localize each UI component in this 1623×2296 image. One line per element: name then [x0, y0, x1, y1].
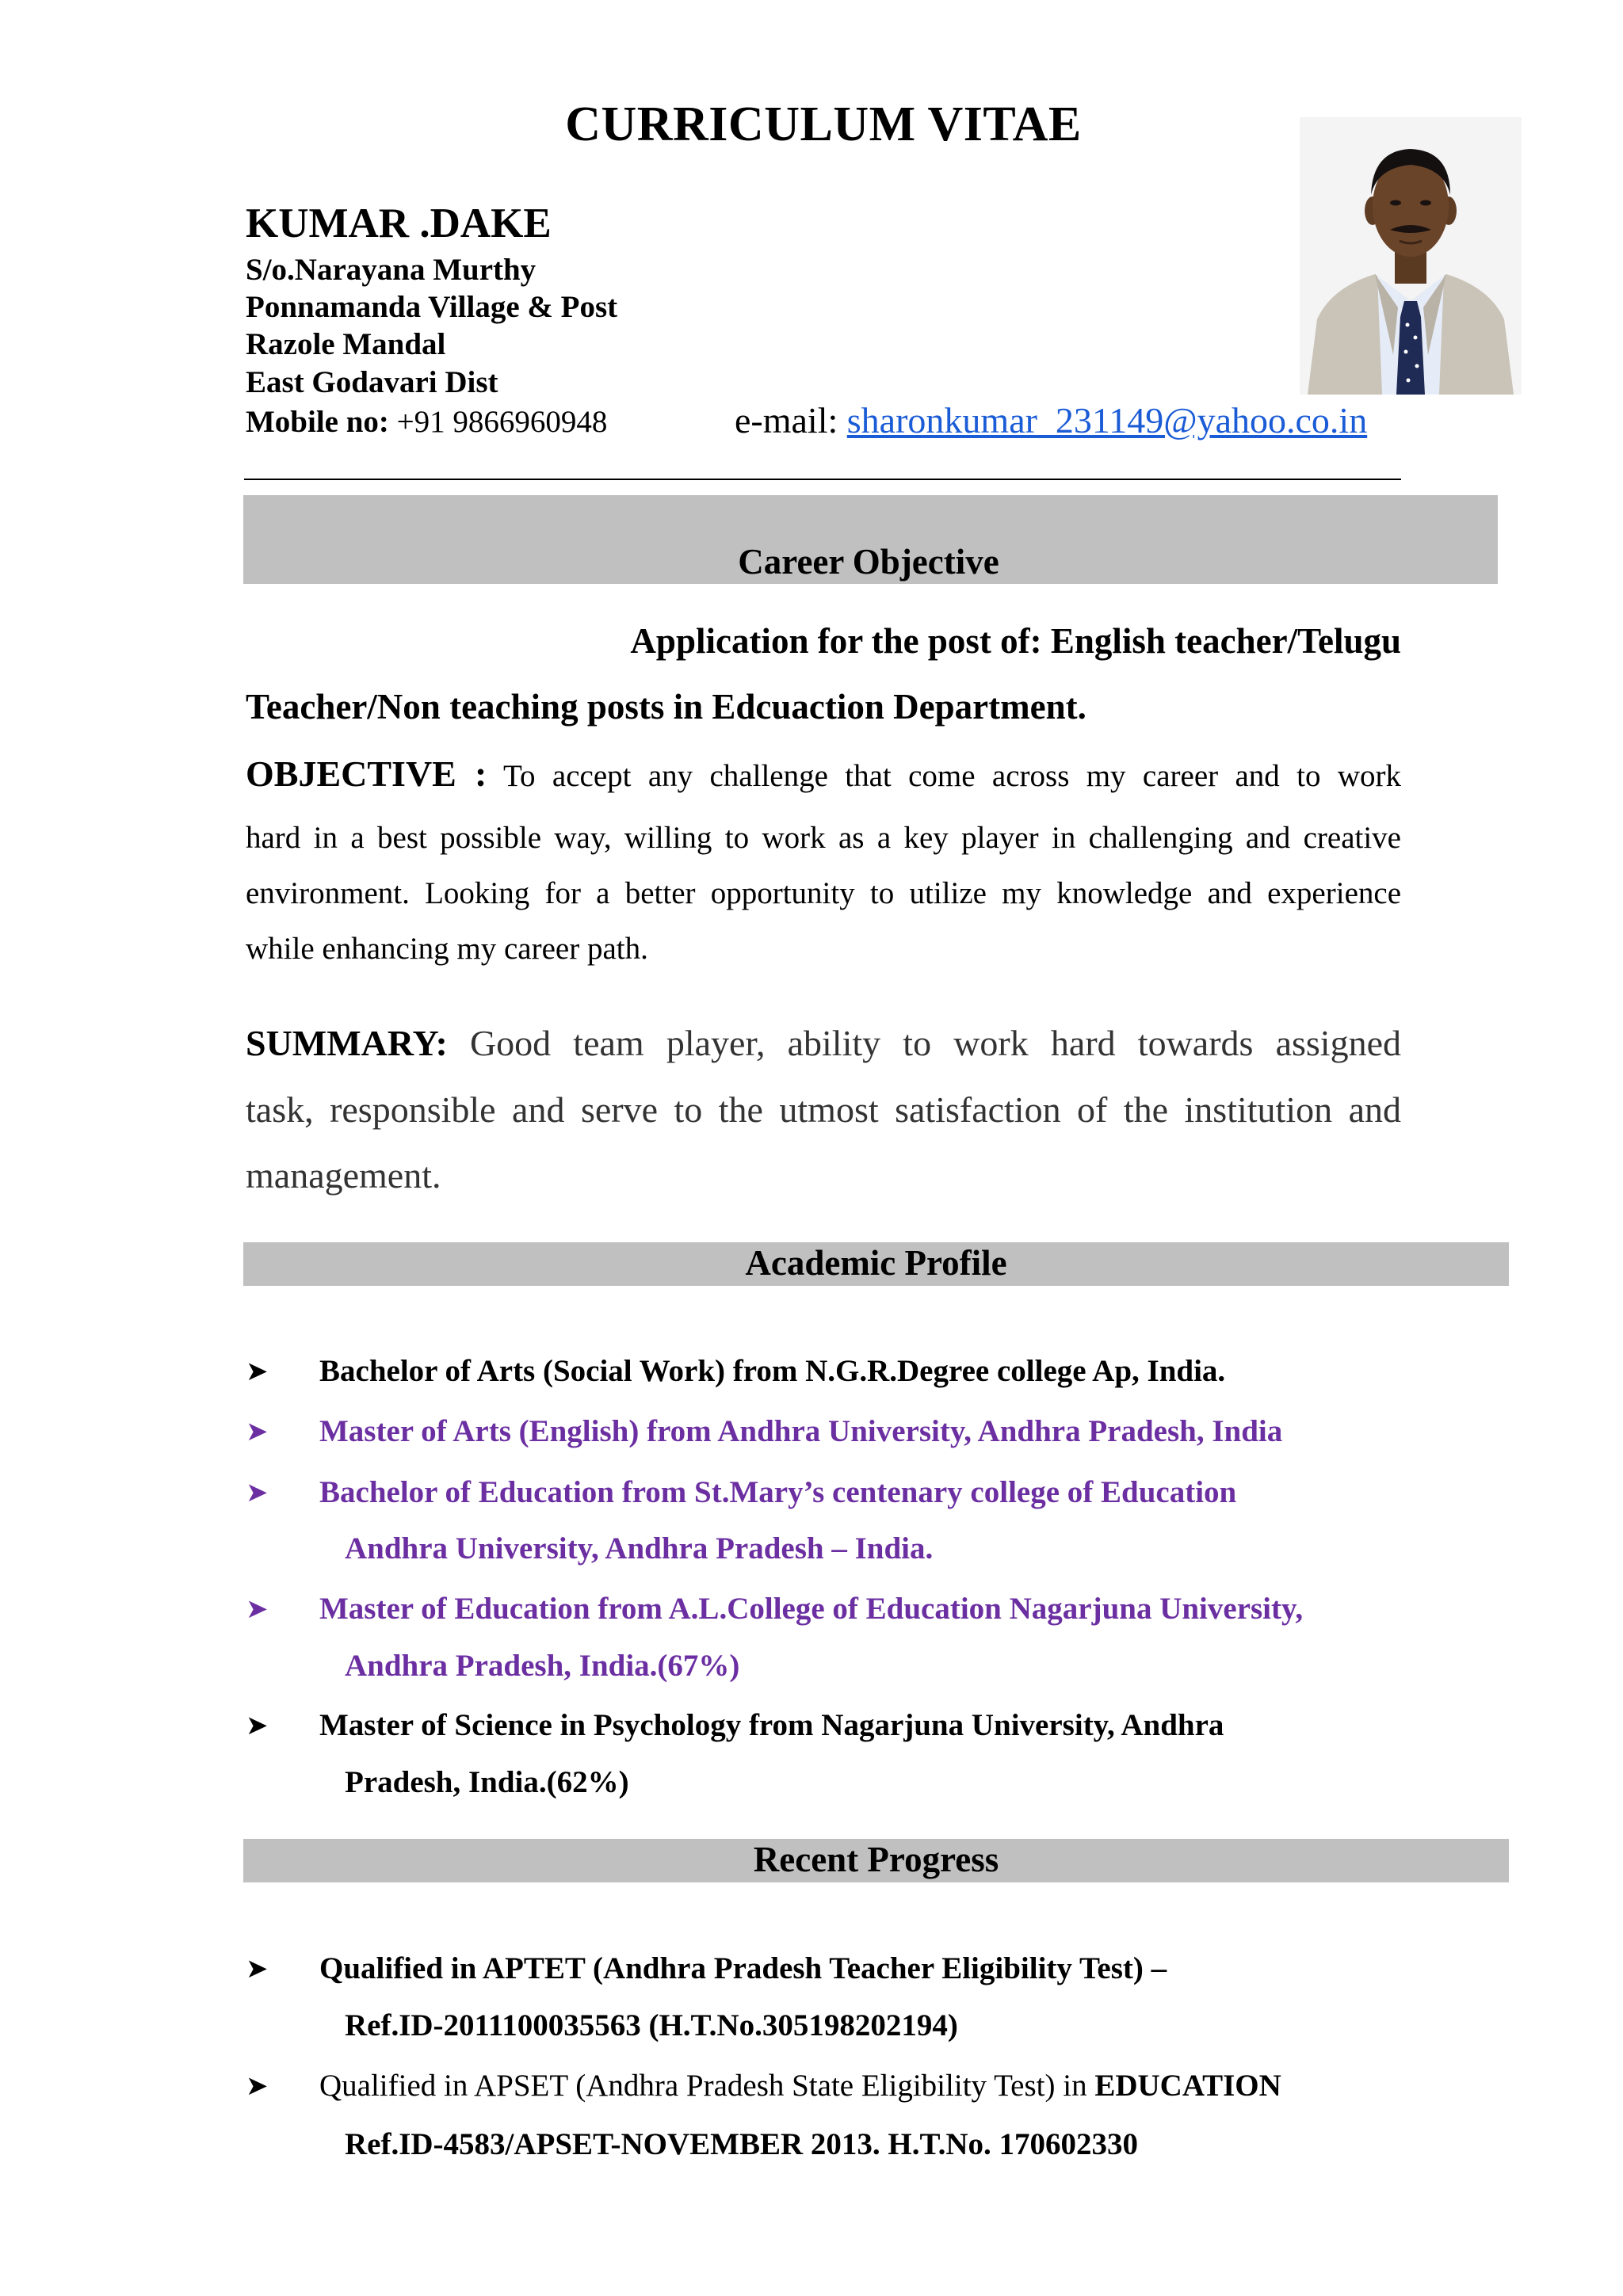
header-divider [244, 479, 1401, 480]
list-item-text-bold: EDUCATION [1094, 2069, 1281, 2103]
profile-photo [1300, 117, 1522, 395]
list-item-text: Master of Education from A.L.College of Education Nagarjuna University, [319, 1592, 1304, 1626]
list-item [246, 1951, 1167, 1986]
email-line [735, 399, 1367, 441]
objective-line: hard in a best possible way, willing to work as a key player in challenging and creative [246, 821, 1401, 855]
list-item [246, 1353, 1225, 1389]
application-line: Application for the post of: English teacher/Telugu [630, 621, 1401, 661]
list-item-continuation: Ref.ID-4583/APSET-NOVEMBER 2013. H.T.No. 170602330 [345, 2127, 1139, 2161]
objective-line: while enhancing my career path. [246, 932, 648, 966]
list-item-text: Master of Science in Psychology from Nagarjuna University, Andhra [319, 1708, 1224, 1742]
application-line: Teacher/Non teaching posts in Edcuaction Department. [246, 687, 1086, 727]
arrowhead-bullet-icon: ➤ [246, 1710, 269, 1741]
list-item-text: Master of Arts (English) from Andhra University, Andhra Pradesh, India [319, 1414, 1283, 1448]
portrait-image [1300, 117, 1522, 395]
mobile-label: Mobile no: [246, 405, 389, 439]
arrowhead-bullet-icon: ➤ [246, 1593, 269, 1625]
list-item-text-plain: Qualified in APSET (Andhra Pradesh State Eligibility Test) in [319, 2069, 1095, 2103]
list-item-continuation: Andhra Pradesh, India.(67%) [345, 1649, 740, 1683]
arrowhead-bullet-icon: ➤ [246, 1356, 269, 1387]
email-label: e-mail: [735, 400, 838, 441]
academic-profile-bar [243, 1242, 1509, 1286]
arrowhead-bullet-icon: ➤ [246, 1953, 269, 1985]
summary-line [246, 1022, 1401, 1064]
mobile-number: +91 9866960948 [396, 405, 608, 439]
list-item-text: Bachelor of Education from St.Mary’s centenary college of Education [319, 1475, 1237, 1509]
objective-line [246, 753, 1401, 795]
list-item [246, 1474, 1236, 1510]
email-link[interactable]: sharonkumar_231149@yahoo.co.in [846, 400, 1368, 441]
address-line: Razole Mandal [246, 327, 446, 361]
section-heading: Recent Progress [753, 1840, 999, 1879]
address-line: East Godavari Dist [246, 365, 498, 399]
arrowhead-bullet-icon: ➤ [246, 1477, 269, 1508]
career-objective-bar [243, 495, 1498, 584]
document-title: CURRICULUM VITAE [565, 97, 1082, 151]
list-item [246, 1591, 1303, 1627]
list-item-text [319, 2068, 1281, 2103]
list-item-continuation: Pradesh, India.(62%) [345, 1765, 629, 1799]
list-item [246, 1413, 1282, 1449]
recent-progress-bar [243, 1839, 1509, 1882]
address-line: Ponnamanda Village & Post [246, 290, 618, 324]
objective-label: OBJECTIVE : [246, 753, 487, 794]
list-item-continuation: Ref.ID-2011100035563 (H.T.No.305198202194) [345, 2008, 958, 2042]
list-item-text: Qualified in APTET (Andhra Pradesh Teacher Eligibility Test) – [319, 1951, 1167, 1985]
arrowhead-bullet-icon: ➤ [246, 2070, 269, 2102]
mobile-line [246, 404, 607, 440]
address-line: S/o.Narayana Murthy [246, 253, 537, 287]
summary-line: task, responsible and serve to the utmost satisfaction of the institution and [246, 1089, 1401, 1130]
section-heading: Career Objective [738, 542, 999, 582]
arrowhead-bullet-icon: ➤ [246, 1416, 269, 1447]
objective-text: To accept any challenge that come across my career and to work [502, 759, 1401, 793]
list-item [246, 2068, 1281, 2103]
objective-line: environment. Looking for a better opportunity to utilize my knowledge and experience [246, 876, 1401, 910]
list-item-text: Bachelor of Arts (Social Work) from N.G.R.Degree college Ap, India. [319, 1354, 1226, 1388]
list-item-continuation: Andhra University, Andhra Pradesh – India. [345, 1531, 934, 1566]
summary-label: SUMMARY: [246, 1023, 448, 1063]
summary-text: Good team player, ability to work hard towards assigned [469, 1023, 1401, 1063]
candidate-name: KUMAR .DAKE [246, 200, 552, 246]
summary-line: management. [246, 1155, 441, 1196]
section-heading: Academic Profile [745, 1243, 1007, 1283]
list-item [246, 1707, 1224, 1743]
